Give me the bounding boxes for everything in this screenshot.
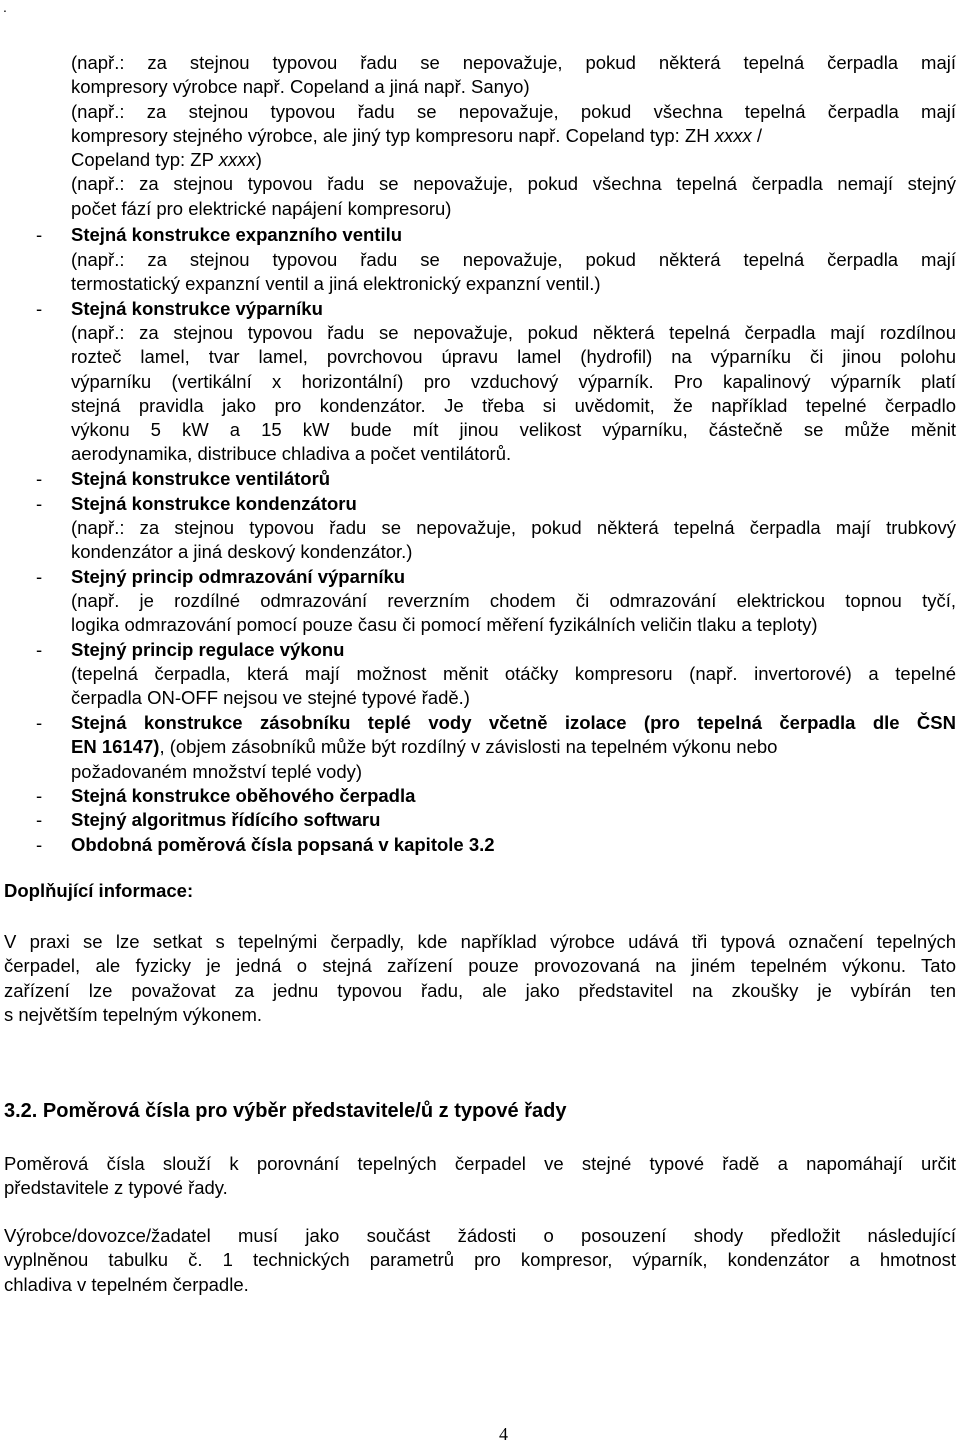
text-line: Stejná konstrukce zásobníku teplé vody včetně izolace (pro tepelná čerpadla dle ČSN (71, 712, 956, 733)
supplementary-heading: Doplňující informace: (4, 880, 194, 901)
item-condenser: Stejná konstrukce kondenzátoru (71, 493, 357, 514)
bullet-dash: - (36, 468, 43, 489)
text-line: (např.: za stejnou typovou řadu se nepovažuje, pokud všechna tepelná čerpadla nemají stejný (71, 173, 956, 195)
item-expansion-valve: Stejná konstrukce expanzního ventilu (71, 224, 403, 245)
defrost-text (71, 589, 956, 638)
text-fragment: kompresory stejného výrobce, ale jiný typ kompresoru např. Copeland typ: ZH (71, 124, 715, 146)
italic-placeholder: xxxx (218, 149, 256, 171)
section-paragraph-1 (4, 1152, 956, 1201)
item-evaporator: Stejná konstrukce výparníku (71, 298, 323, 319)
expansion-valve-text (71, 248, 956, 297)
text-line: (např.: za stejnou typovou řadu se nepovažuje, pokud některá tepelná čerpadla mají (71, 249, 956, 270)
examples-block-1 (71, 51, 956, 221)
text-line: aerodynamika, distribuce chladiva a počet ventilátorů. (71, 443, 512, 465)
text-line: logika odmrazování pomocí pouze času či pomocí měření fyzikálních veličin tlaku a teploty) (71, 614, 818, 636)
item-software-algorithm: Stejný algoritmus řídícího softwaru (71, 809, 381, 830)
bullet-dash: - (36, 566, 43, 587)
text-line (71, 735, 956, 759)
norm-ref: EN 16147) (71, 736, 160, 758)
text-line: představitele z typové řady. (4, 1177, 228, 1199)
text-line (71, 148, 956, 172)
text-line: kompresory výrobce např. Copeland a jiná např. Sanyo) (71, 76, 530, 98)
text-line (71, 124, 956, 148)
bullet-dash: - (36, 834, 43, 855)
text-line: vyplněnou tabulku č. 1 technických parametrů pro kompresor, výparník, kondenzátor a hmotnost (4, 1249, 956, 1271)
text-line: počet fází pro elektrické napájení kompresoru) (71, 197, 452, 219)
condenser-text (71, 516, 956, 565)
text-line: (např.: za stejnou typovou řadu se nepovažuje, pokud některá tepelná čerpadla mají (71, 52, 956, 73)
text-line: kondenzátor a jiná deskový kondenzátor.) (71, 541, 413, 563)
slash: / (751, 124, 762, 146)
text-line: stejná pravidla jako pro kondenzátor. Je třeba si uvědomit, že například tepelné čerpadlo (71, 394, 956, 416)
bullet-dash: - (36, 224, 43, 245)
text-line: čerpadla ON-OFF nejsou ve stejné typové řadě.) (71, 687, 470, 709)
item-hot-water-tank (71, 711, 956, 784)
power-regulation-text (71, 662, 956, 711)
text-line: (tepelná čerpadla, která mají možnost měnit otáčky kompresoru (např. invertorové) a tepelné (71, 663, 956, 684)
text-line: termostatický expanzní ventil a jiná elektronický expanzní ventil.) (71, 273, 601, 295)
text-line: výparníku (vertikální x horizontální) pro vzduchový výparník. Pro kapalinový výparník platí (71, 370, 956, 392)
text-line: (např. je rozdílné odmrazování reverzním chodem či odmrazování elektrickou topnou tyčí, (71, 590, 956, 611)
italic-placeholder: xxxx (714, 124, 752, 146)
text-line: (např.: za stejnou typovou řadu se nepovažuje, pokud některá tepelná čerpadla mají rozdílnou (71, 322, 956, 343)
text-line: (např.: za stejnou typovou řadu se nepovažuje, pokud všechna tepelná čerpadla mají (71, 100, 956, 122)
bullet-dash: - (36, 785, 43, 806)
supplementary-text (4, 930, 956, 1027)
text-fragment: , (objem zásobníků může být rozdílný v závislosti na tepelném výkonu nebo (159, 736, 778, 758)
text-line: požadovaném množství teplé vody) (71, 760, 363, 782)
text-line: zařízení lze považovat za jednu typovou řadu, ale jako představitel na zkoušky je vybírán ten (4, 979, 956, 1001)
bullet-dash: - (36, 639, 43, 660)
paren-close: ) (255, 149, 262, 171)
item-circulation-pump: Stejná konstrukce oběhového čerpadla (71, 785, 416, 806)
evaporator-text (71, 321, 956, 467)
section-paragraph-2 (4, 1224, 956, 1297)
page-number: 4 (499, 1424, 508, 1444)
bullet-dash: - (36, 809, 43, 830)
text-line: s největším tepelným výkonem. (4, 1003, 263, 1025)
text-line: výkonu 5 kW a 15 kW bude mít jinou velikost výparníku, částečně se může měnit (71, 419, 956, 441)
item-fans: Stejná konstrukce ventilátorů (71, 468, 331, 489)
stray-dot: . (3, 0, 7, 15)
item-defrost: Stejný princip odmrazování výparníku (71, 566, 406, 587)
text-line: čerpadel, ale fyzicky je jedná o stejná zařízení pouze provozovaná na jiném tepelném výkonu. Tato (4, 955, 956, 977)
text-line: rozteč lamel, tvar lamel, povrchovou úpravu lamel (hydrofil) na výparníku či jinou polohu (71, 346, 956, 368)
text-line: V praxi se lze setkat s tepelnými čerpadly, kde například výrobce udává tři typová označení tepelných (4, 931, 956, 952)
bullet-dash: - (36, 298, 43, 319)
text-line: chladiva v tepelném čerpadle. (4, 1273, 249, 1295)
text-line: Výrobce/dovozce/žadatel musí jako součást žádosti o posouzení shody předložit následující (4, 1225, 956, 1246)
text-line: Poměrová čísla slouží k porovnání tepelných čerpadel ve stejné typové řadě a napomáhají určit (4, 1153, 956, 1174)
bullet-dash: - (36, 493, 43, 514)
bullet-dash: - (36, 712, 43, 733)
text-fragment: Copeland typ: ZP (71, 149, 219, 171)
text-line: (např.: za stejnou typovou řadu se nepovažuje, pokud některá tepelná čerpadla mají trubkový (71, 517, 956, 538)
item-power-regulation: Stejný princip regulace výkonu (71, 639, 345, 660)
item-ratio-numbers: Obdobná poměrová čísla popsaná v kapitole 3.2 (71, 834, 495, 855)
section-heading: 3.2. Poměrová čísla pro výběr představitele/ů z typové řady (4, 1100, 567, 1122)
